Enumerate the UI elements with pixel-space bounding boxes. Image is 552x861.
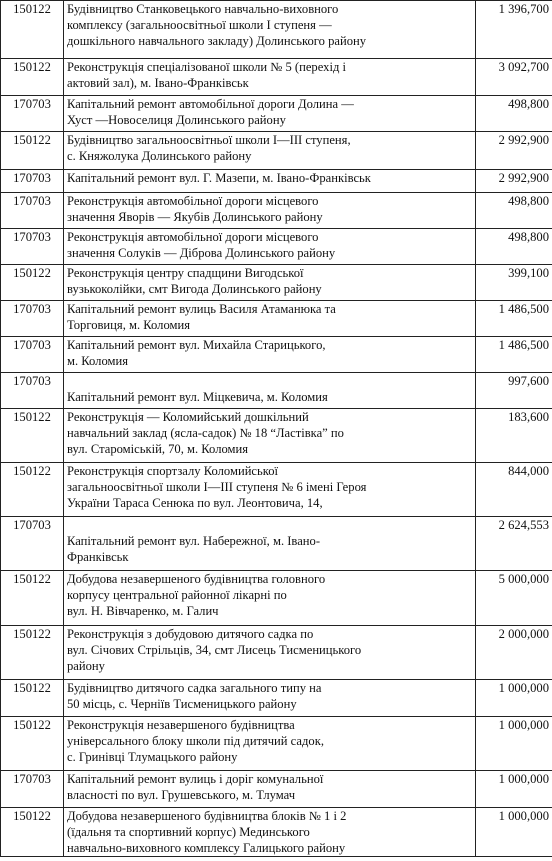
description-line: Реконструкція з добудовою дитячого садка по <box>67 627 314 641</box>
description-line: Торговиця, м. Коломия <box>67 318 191 332</box>
description-line: навчальний заклад (ясла-садок) № 18 “Ластівка” по <box>67 426 344 440</box>
description-line: навчально-виховного комплексу Галицького району <box>67 841 346 855</box>
project-description-cell <box>64 1 476 59</box>
project-description-cell <box>64 626 476 680</box>
table-row <box>1 571 552 626</box>
description-line: Добудова незавершеного будівництва блоків № 1 і 2 <box>67 809 347 823</box>
amount-cell: 498,800 <box>476 229 552 265</box>
amount-cell: 3 092,700 <box>476 59 552 96</box>
description-line: вул. Староміській, 70, м. Коломия <box>67 442 249 456</box>
amount-cell: 844,000 <box>476 463 552 517</box>
budget-code-cell: 170703 <box>1 229 64 265</box>
amount-cell: 2 992,900 <box>476 170 552 193</box>
table-row <box>1 229 552 265</box>
description-line: Добудова незавершеного будівництва головного <box>67 572 326 586</box>
description-line: Будівництво дитячого садка загального типу на <box>67 681 322 695</box>
description-line: вул. Н. Вівчаренко, м. Галич <box>67 604 219 618</box>
description-line: Будівництво загальноосвітньої школи І—ІІІ ступеня, <box>67 133 351 147</box>
description-line: Капітальний ремонт вул. Набережної, м. Івано- <box>67 534 321 548</box>
table-row <box>1 409 552 463</box>
table-row <box>1 265 552 301</box>
budget-code-cell: 150122 <box>1 717 64 771</box>
table-row <box>1 717 552 771</box>
budget-code-cell: 170703 <box>1 373 64 409</box>
description-line: України Тараса Сенюка по вул. Леонтовича, 14, <box>67 496 323 510</box>
description-line: Реконструкція спортзалу Коломийської <box>67 464 279 478</box>
project-description-cell <box>64 59 476 96</box>
table-row <box>1 132 552 170</box>
budget-code-cell: 170703 <box>1 301 64 337</box>
amount-cell: 399,100 <box>476 265 552 301</box>
budget-code-cell: 150122 <box>1 59 64 96</box>
description-line: Франківськ <box>67 550 129 564</box>
table-row <box>1 193 552 229</box>
table-row <box>1 680 552 717</box>
table-row <box>1 771 552 808</box>
amount-cell: 1 486,500 <box>476 301 552 337</box>
project-description-cell <box>64 170 476 193</box>
amount-cell: 1 396,700 <box>476 1 552 59</box>
amount-cell: 183,600 <box>476 409 552 463</box>
amount-cell: 1 000,000 <box>476 680 552 717</box>
description-line: Реконструкція незавершеного будівництва <box>67 718 295 732</box>
description-line: 50 місць, с. Черніїв Тисменицького району <box>67 697 297 711</box>
description-line: Капітальний ремонт вул. Міцкевича, м. Коломия <box>67 390 328 404</box>
description-line: с. Гринівці Тлумацького району <box>67 750 238 764</box>
table-row <box>1 463 552 517</box>
project-description-cell <box>64 571 476 626</box>
table-row <box>1 517 552 571</box>
amount-cell: 2 992,900 <box>476 132 552 170</box>
amount-cell: 1 000,000 <box>476 771 552 808</box>
table-row <box>1 373 552 409</box>
project-description-cell <box>64 771 476 808</box>
table-row <box>1 59 552 96</box>
description-line: Реконструкція центру спадщини Вигодської <box>67 266 304 280</box>
description-line: Капітальний ремонт вулиць Василя Атаманюка та <box>67 302 336 316</box>
amount-cell: 2 000,000 <box>476 626 552 680</box>
table-row <box>1 337 552 373</box>
description-line: Реконструкція спеціалізованої школи № 5 (перехід і <box>67 60 346 74</box>
amount-cell: 2 624,553 <box>476 517 552 571</box>
description-line <box>67 517 472 533</box>
description-line: Капітальний ремонт вул. Г. Мазепи, м. Івано-Франківськ <box>67 171 371 185</box>
budget-code-cell: 170703 <box>1 337 64 373</box>
table-row <box>1 1 552 59</box>
table-row <box>1 170 552 193</box>
budget-code-cell: 170703 <box>1 771 64 808</box>
description-line: актовий зал), м. Івано-Франківськ <box>67 76 249 90</box>
description-line: комплексу (загальноосвітньої школи І ступеня — <box>67 18 332 32</box>
description-line: загальноосвітньої школи І—ІІІ ступеня № 6 імені Героя <box>67 480 367 494</box>
project-description-cell <box>64 132 476 170</box>
description-line: Реконструкція — Коломийський дошкільний <box>67 410 309 424</box>
project-description-cell <box>64 517 476 571</box>
description-line: універсального блоку школи під дитячий садок, <box>67 734 324 748</box>
description-line: Хуст —Новоселиця Долинського району <box>67 113 286 127</box>
table-row <box>1 626 552 680</box>
description-line: вул. Січових Стрільців, 34, смт Лисець Тисменицького <box>67 643 362 657</box>
project-description-cell <box>64 96 476 132</box>
description-line: дошкільного навчального закладу) Долинського району <box>67 34 367 48</box>
description-line: значення Яворів — Якубів Долинського району <box>67 210 323 224</box>
project-description-cell <box>64 409 476 463</box>
budget-code-cell: 170703 <box>1 96 64 132</box>
project-description-cell <box>64 193 476 229</box>
description-line: м. Коломия <box>67 354 129 368</box>
amount-cell: 1 000,000 <box>476 717 552 771</box>
project-description-cell <box>64 717 476 771</box>
budget-code-cell: 150122 <box>1 626 64 680</box>
description-line: Будівництво Станковецького навчально-виховного <box>67 2 339 16</box>
amount-cell: 1 000,000 <box>476 808 552 857</box>
budget-code-cell: 170703 <box>1 170 64 193</box>
amount-cell: 997,600 <box>476 373 552 409</box>
project-description-cell <box>64 265 476 301</box>
description-line: власності по вул. Грушевського, м. Тлумач <box>67 788 296 802</box>
amount-cell: 498,800 <box>476 193 552 229</box>
project-description-cell <box>64 337 476 373</box>
budget-code-cell: 150122 <box>1 132 64 170</box>
project-description-cell <box>64 808 476 857</box>
description-line: с. Княжолука Долинського району <box>67 149 252 163</box>
amount-cell: 1 486,500 <box>476 337 552 373</box>
amount-cell: 498,800 <box>476 96 552 132</box>
table-row <box>1 808 552 857</box>
description-line: (їдальня та спортивний корпус) Мединського <box>67 825 310 839</box>
project-description-cell <box>64 463 476 517</box>
project-description-cell <box>64 373 476 409</box>
budget-code-cell: 150122 <box>1 1 64 59</box>
budget-code-cell: 150122 <box>1 409 64 463</box>
description-line: Реконструкція автомобільної дороги місцевого <box>67 194 319 208</box>
description-line: Капітальний ремонт автомобільної дороги Долина — <box>67 97 354 111</box>
table-row <box>1 96 552 132</box>
description-line: корпусу центральної районної лікарні по <box>67 588 287 602</box>
table-body <box>1 1 552 857</box>
description-line <box>67 373 472 389</box>
description-line: вузькоколійки, смт Вигода Долинського району <box>67 282 322 296</box>
project-description-cell <box>64 229 476 265</box>
amount-cell: 5 000,000 <box>476 571 552 626</box>
description-line: Капітальний ремонт вул. Михайла Старицького, <box>67 338 326 352</box>
budget-code-cell: 170703 <box>1 517 64 571</box>
budget-code-cell: 150122 <box>1 571 64 626</box>
description-line: Реконструкція автомобільної дороги місцевого <box>67 230 319 244</box>
budget-code-cell: 170703 <box>1 193 64 229</box>
description-line: Капітальний ремонт вулиць і доріг комунальної <box>67 772 324 786</box>
budget-code-cell: 150122 <box>1 808 64 857</box>
description-line: району <box>67 659 105 673</box>
project-description-cell <box>64 301 476 337</box>
budget-code-cell: 150122 <box>1 463 64 517</box>
budget-code-cell: 150122 <box>1 265 64 301</box>
budget-code-cell: 150122 <box>1 680 64 717</box>
project-description-cell <box>64 680 476 717</box>
description-line: значення Солуків — Діброва Долинського району <box>67 246 336 260</box>
table-row <box>1 301 552 337</box>
